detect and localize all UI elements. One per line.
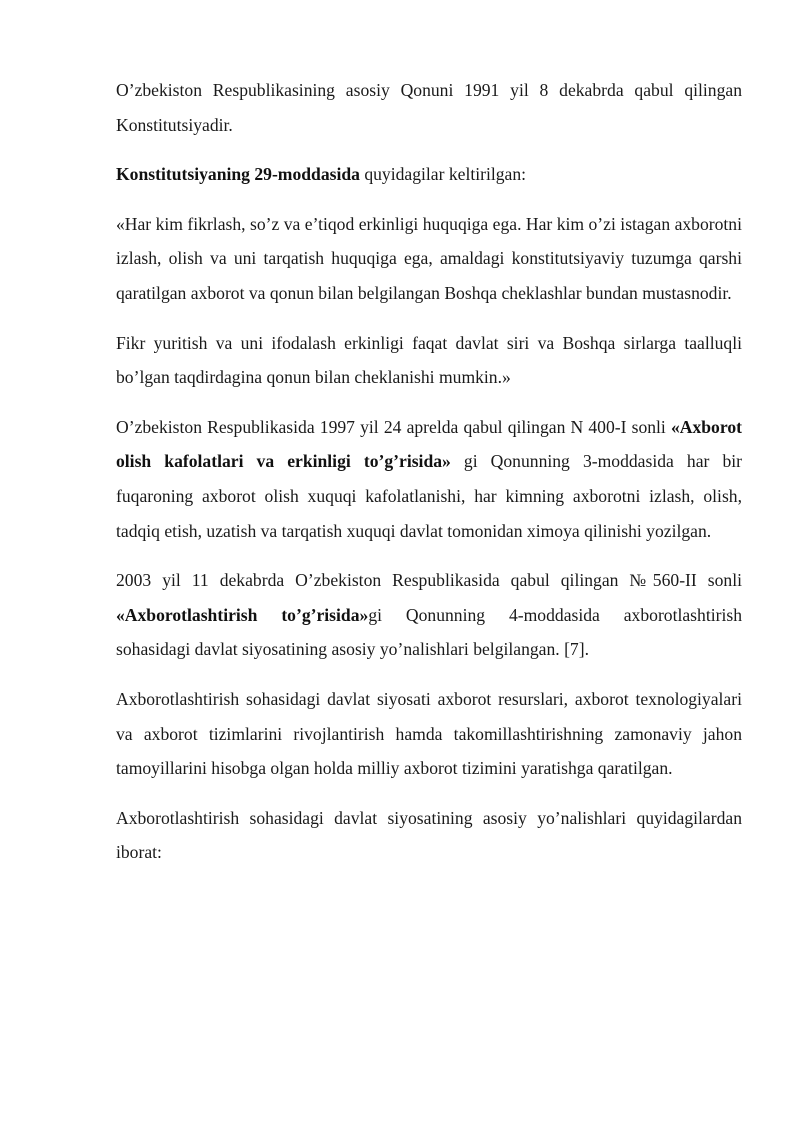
text-run: gi Qonunning 4-moddasida axborotlashtirish sohasidagi davlat siyosatining asosiy yo’nalishlari belgilangan. [7]. xyxy=(116,604,742,660)
text-run: 2003 yil 11 dekabrda O’zbekiston Respublikasida qabul qilingan №560-II sonli xyxy=(116,570,742,591)
paragraph-article-29-quote-1 xyxy=(116,207,742,311)
bold-law-title: «Axborot olish kafolatlari va erkinligi to’g’risida» xyxy=(116,416,742,472)
bold-law-title: «Axborotlashtirish to’g’risida» xyxy=(116,604,369,625)
text-run: gi Qonunning 3-moddasida har bir fuqaroning axborot olish xuquqi kafolatlanishi, har kimning axborotni izlash, olish, tadqiq etish, uzatish va tarqatish xuquqi davlat tomonidan ximoya qilinishi yozilgan. xyxy=(116,451,742,541)
bold-article-reference: Konstitutsiyaning 29-moddasida xyxy=(116,164,360,185)
paragraph-law-2003 xyxy=(116,563,742,667)
text-run: quyidagilar keltirilgan: xyxy=(359,164,527,185)
text-run: O’zbekiston Respublikasining asosiy Qonuni 1991 yil 8 dekabrda qabul qilingan Konstitutsiyadir. xyxy=(116,80,742,135)
paragraph-article-29-quote-2 xyxy=(116,326,742,395)
paragraph-law-1997 xyxy=(116,410,742,548)
text-run: Fikr yuritish va uni ifodalash erkinligi faqat davlat siri va Boshqa sirlarga taalluqli bo’lgan taqdirdagina qonun bilan cheklanishi mumkin.» xyxy=(116,332,742,388)
text-run: «Har kim fikrlash, so’z va e’tiqod erkinligi huquqiga ega. Har kim o’zi istagan axborotni izlash, olish va uni tarqatish huquqiga ega, amaldagi konstitutsiyaviy tuzumga qarshi qaratilgan axborot va qonun bilan belgilangan Boshqa cheklashlar bundan mustasnodir. xyxy=(116,213,742,303)
paragraph-article-29-intro xyxy=(116,157,742,192)
paragraph-state-policy xyxy=(116,682,742,786)
text-run: O’zbekiston Respublikasida 1997 yil 24 aprelda qabul qilingan N 400-I sonli xyxy=(116,416,671,437)
paragraph-policy-directions xyxy=(116,801,742,870)
paragraph-constitution-intro xyxy=(116,73,742,142)
text-run: Axborotlashtirish sohasidagi davlat siyosatining asosiy yo’nalishlari quyidagilardan iborat: xyxy=(116,807,742,863)
document-page xyxy=(116,73,742,885)
text-run: Axborotlashtirish sohasidagi davlat siyosati axborot resurslari, axborot texnologiyalari va axborot tizimlarini rivojlantirish hamda takomillashtirishning zamonaviy jahon tamoyillarini hisobga olgan holda milliy axborot tizimini yaratishga qaratilgan. xyxy=(116,688,742,779)
